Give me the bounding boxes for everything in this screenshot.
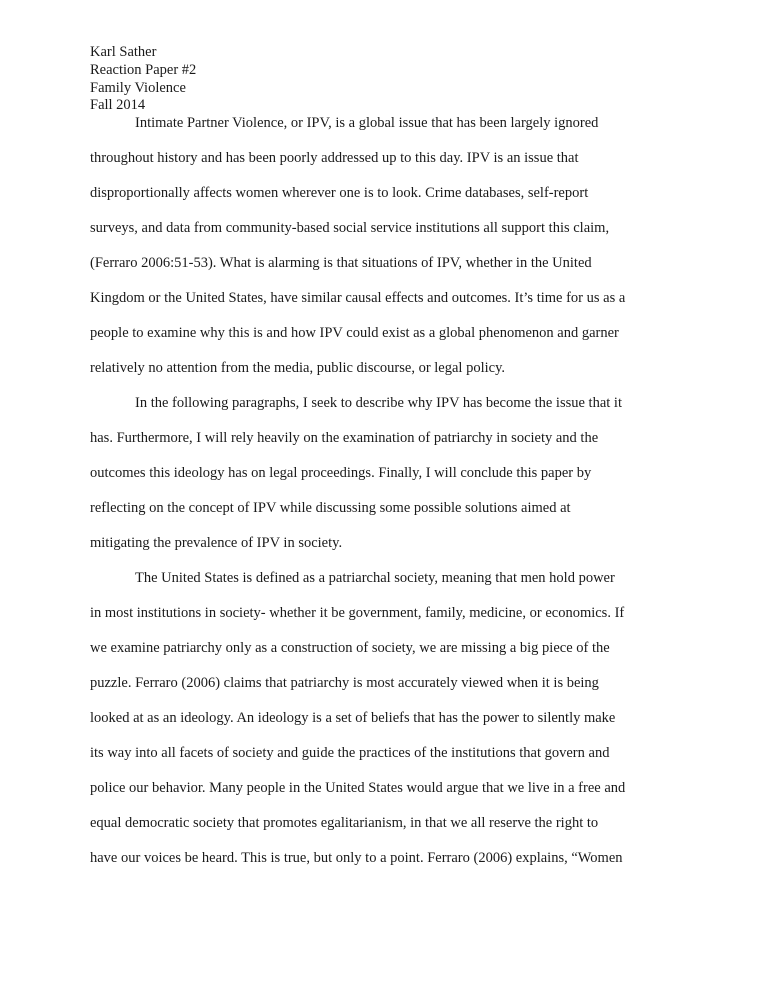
paragraph-3-line: police our behavior. Many people in the United States would argue that we live in a free and — [90, 780, 626, 796]
paper-header — [90, 44, 196, 115]
paragraph-1-line: people to examine why this is and how IPV could exist as a global phenomenon and garner — [90, 325, 619, 341]
paragraph-3-line: have our voices be heard. This is true, but only to a point. Ferraro (2006) explains, “Women — [90, 850, 623, 866]
paragraph-2-line: has. Furthermore, I will rely heavily on the examination of patriarchy in society and the — [90, 430, 599, 446]
paragraph-1-line: surveys, and data from community-based social service institutions all support this claim, — [90, 220, 610, 236]
paragraph-3-line: in most institutions in society- whether it be government, family, medicine, or economics. If — [90, 605, 625, 621]
course-name: Family Violence — [90, 79, 186, 96]
paragraph-1-line: relatively no attention from the media, public discourse, or legal policy. — [90, 360, 506, 376]
paragraph-3-line: looked at as an ideology. An ideology is a set of beliefs that has the power to silently make — [90, 710, 616, 726]
paragraph-1-line: throughout history and has been poorly addressed up to this day. IPV is an issue that — [90, 150, 579, 166]
paragraph-1-line: (Ferraro 2006:51-53). What is alarming is that situations of IPV, whether in the United — [90, 255, 592, 271]
paragraph-3-line: The United States is defined as a patriarchal society, meaning that men hold power — [135, 570, 615, 586]
paragraph-2-line: mitigating the prevalence of IPV in society. — [90, 535, 343, 551]
paragraph-2-line: In the following paragraphs, I seek to describe why IPV has become the issue that it — [135, 395, 622, 411]
paragraph-1-line: Intimate Partner Violence, or IPV, is a global issue that has been largely ignored — [135, 115, 599, 131]
paragraph-1-line: disproportionally affects women wherever one is to look. Crime databases, self-report — [90, 185, 589, 201]
paragraph-3-line: puzzle. Ferraro (2006) claims that patriarchy is most accurately viewed when it is being — [90, 675, 599, 691]
paragraph-2-line: reflecting on the concept of IPV while discussing some possible solutions aimed at — [90, 500, 571, 516]
paragraph-3-line: we examine patriarchy only as a construction of society, we are missing a big piece of the — [90, 640, 610, 656]
author-name: Karl Sather — [90, 44, 157, 60]
paragraph-3-line: equal democratic society that promotes egalitarianism, in that we all reserve the right to — [90, 815, 599, 831]
term: Fall 2014 — [90, 97, 146, 114]
paper-title: Reaction Paper #2 — [90, 61, 197, 78]
paragraph-3-line: its way into all facets of society and guide the practices of the institutions that govern and — [90, 745, 610, 761]
paragraph-1-line: Kingdom or the United States, have similar causal effects and outcomes. It’s time for us as a — [90, 290, 626, 306]
paragraph-2-line: outcomes this ideology has on legal proceedings. Finally, I will conclude this paper by — [90, 465, 592, 481]
